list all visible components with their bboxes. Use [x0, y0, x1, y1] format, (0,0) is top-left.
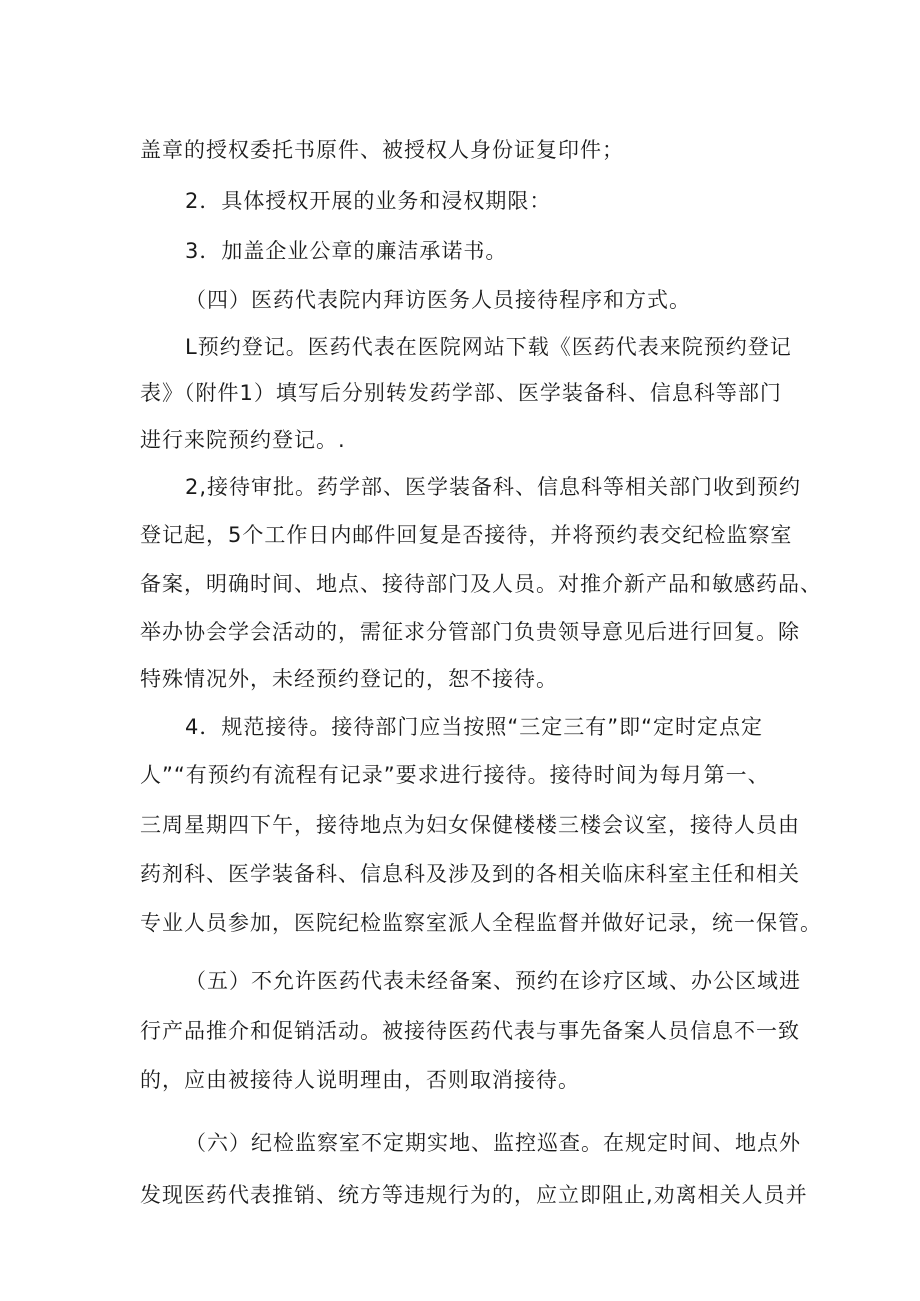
text-line: 2．具体授权开展的业务和浸权期限：	[185, 189, 552, 213]
text-line: 特殊情况外，未经预约登记的，恕不接待。	[140, 667, 558, 691]
text-line: 表》（附件1）填写后分别转发药学部、医学装备科、信息科等部门	[140, 381, 782, 405]
text-line: 药剂科、医学装备科、信息科及涉及到的各相关临床科室主任和相关	[140, 862, 800, 886]
text-line: 3．加盖企业公章的廉洁承诺书。	[185, 239, 508, 263]
text-line: 人”“有预约有流程有记录”要求进行接待。接待时间为每月第一、	[140, 763, 770, 787]
text-line: 4．规范接待。接待部门应当按照“三定三有”即“定时定点定	[185, 715, 763, 739]
text-line: 备案，明确时间、地点、接待部门及人员。对推介新产品和敏感药品、	[140, 572, 822, 596]
text-line: 发现医药代表推销、统方等违规行为的，应立即阻止,劝离相关人员并	[140, 1183, 808, 1207]
text-line: 行产品推介和促销活动。被接待医药代表与事先备案人员信息不一致	[140, 1019, 800, 1043]
text-line: 2,接待审批。药学部、医学装备科、信息科等相关部门收到预约	[185, 475, 802, 499]
text-line: 专业人员参加，医院纪检监察室派人全程监督并做好记录，统一保管。	[140, 911, 822, 935]
text-line: 盖章的授权委托书原件、被授权人身份证复印件；	[140, 138, 624, 162]
text-line: （六）纪检监察室不定期实地、监控巡查。在规定时间、地点外	[185, 1131, 801, 1155]
text-line: 登记起，5个工作日内邮件回复是否接待，并将预约表交纪检监察室	[140, 523, 793, 547]
section-heading: （四）医药代表院内拜访医务人员接待程序和方式。	[185, 288, 691, 312]
text-line: 举办协会学会活动的，需征求分管部门负贵领导意见后进行回复。除	[140, 620, 800, 644]
text-line: 三周星期四下午，接待地点为妇女保健楼楼三楼会议室，接待人员由	[140, 813, 800, 837]
text-line: 进行来院预约登记。.	[140, 428, 346, 452]
text-line: （五）不允许医药代表未经备案、预约在诊疗区域、办公区域进	[185, 969, 801, 993]
text-line: L预约登记。医药代表在医院网站下载《医药代表来院预约登记	[185, 335, 792, 359]
text-line: 的，应由被接待人说明理由，否则取消接待。	[140, 1068, 580, 1092]
